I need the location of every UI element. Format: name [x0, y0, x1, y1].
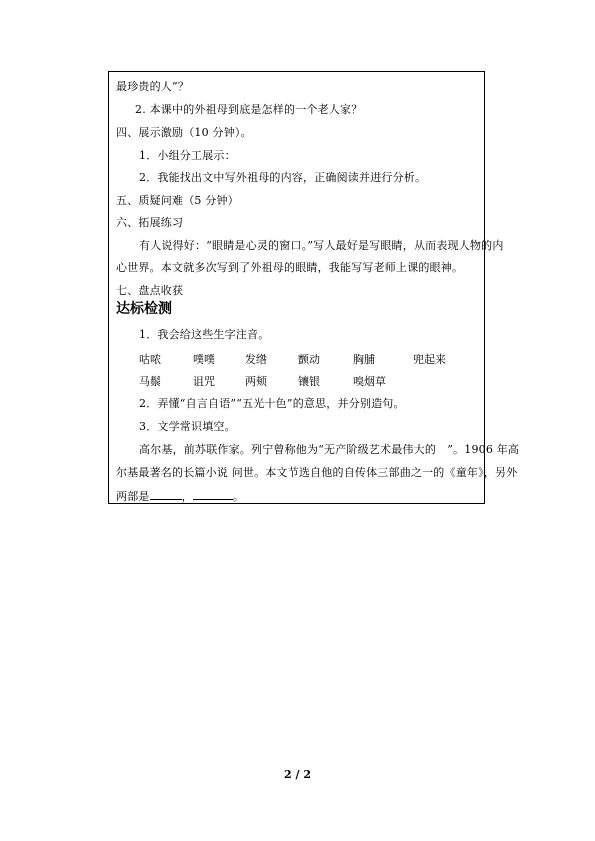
text-line-p3 [116, 489, 244, 504]
question-3: 3．文学常识填空。 [139, 420, 236, 433]
section-heading: 达标检测 [116, 301, 172, 317]
section-five-title: 五、质疑问难（5 分钟） [116, 194, 239, 207]
text-line-p1: 高尔基，前苏联作家。列宁曾称他为“无产阶级艺术最伟大的 ”。1906 年高 [139, 443, 520, 456]
question-1: 1．我会给这些生字注音。 [139, 328, 270, 341]
section-four-title: 四、展示激励（10 分钟）。 [116, 126, 252, 139]
text-fragment: 。 [232, 490, 245, 503]
word-item: 发绺 [245, 353, 267, 366]
word-item: 咕哝 [139, 353, 161, 366]
word-item: 嗅烟草 [353, 375, 386, 388]
word-item: 诅咒 [193, 375, 215, 388]
text-line-4: 1．小组分工展示： [139, 149, 236, 162]
page-number: 2 / 2 [284, 768, 311, 781]
text-fragment: ， [181, 490, 193, 503]
word-item: 两颊 [245, 375, 267, 388]
text-line-p2: 尔基最著名的长篇小说 问世。本文节选自他的自传体三部曲之一的《童年》，另外 [116, 466, 518, 479]
text-line-1: 最珍贵的人”？ [116, 80, 190, 93]
text-fragment: 两部是 [116, 490, 150, 503]
word-item: 兜起来 [413, 353, 446, 366]
word-item: 颤动 [298, 353, 320, 366]
question-2: 2．弄懂“自言自语”“五光十色”的意思，并分别造句。 [139, 397, 405, 410]
word-item: 马鬃 [139, 375, 161, 388]
text-line-2: 2. 本课中的外祖母到底是怎样的一个老人家？ [135, 103, 363, 116]
text-line-8: 有人说得好：“眼睛是心灵的窗口。”写人最好是写眼睛，从而表现人物的内 [139, 239, 504, 252]
word-item: 噗噗 [193, 353, 215, 366]
word-item: 胸脯 [353, 353, 375, 366]
section-seven-title: 七、盘点收获 [116, 284, 184, 297]
text-line-5: 2．我能找出文中写外祖母的内容，正确阅读并进行分析。 [139, 171, 427, 184]
word-item: 镶银 [298, 375, 320, 388]
fill-blank[interactable] [193, 489, 233, 500]
text-line-9: 心世界。本文就多次写到了外祖母的眼睛，我能写写老师上课的眼神。 [116, 261, 464, 274]
fill-blank[interactable] [150, 489, 182, 500]
section-six-title: 六、拓展练习 [116, 216, 184, 229]
